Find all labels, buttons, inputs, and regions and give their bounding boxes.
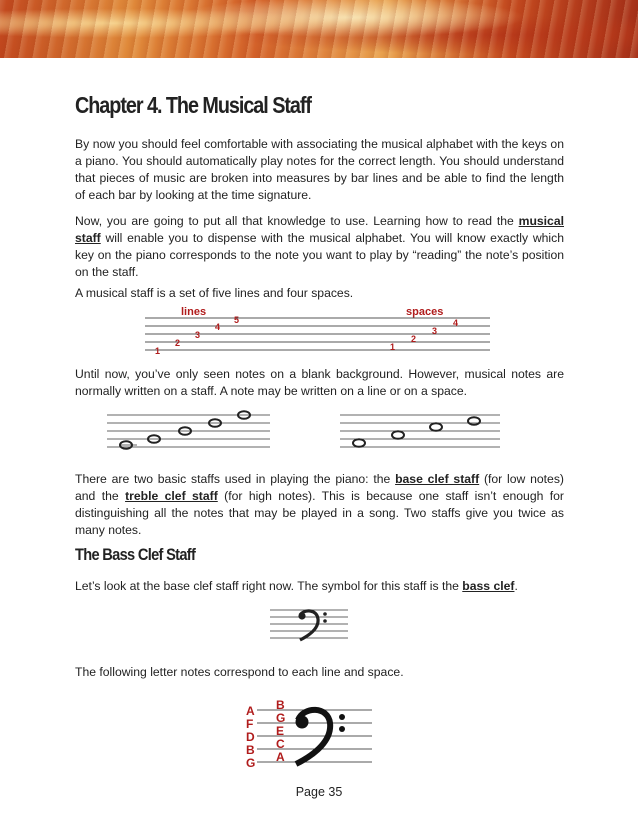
intro-paragraph-2	[75, 213, 564, 281]
space-number-1: 1	[390, 342, 396, 352]
line-number-4: 4	[215, 322, 221, 332]
whole-note	[392, 431, 404, 439]
line-letter-a: A	[246, 704, 255, 718]
notes-on-lines-staff	[107, 410, 270, 452]
space-letter-c: C	[276, 737, 285, 751]
bass-clef-paragraph	[75, 578, 564, 595]
space-letter-b: B	[276, 698, 285, 712]
banner-texture	[0, 0, 638, 58]
treble-clef-staff-term: treble clef staff	[125, 489, 218, 503]
header-banner	[0, 0, 638, 58]
staffs-paragraph	[75, 471, 564, 539]
staffs-text-after: (for high notes). This is because one staff isn’t enough for distinguishing all the notes that may be played in a song. Two staffs give you twice as many notes.	[75, 489, 564, 537]
bass-clef-icon	[298, 611, 326, 640]
spaces-label: spaces	[406, 306, 444, 318]
bass-p1-text-before: Let’s look at the base clef staff right now. The symbol for this staff is the	[75, 579, 463, 593]
space-letter-e: E	[276, 724, 285, 738]
bass-clef-term: bass clef	[462, 579, 515, 593]
line-letter-f: F	[246, 717, 254, 731]
line-number-1: 1	[155, 346, 161, 356]
staffs-text-middle: (for low notes) and the	[75, 472, 564, 503]
bass-clef-icon	[296, 710, 346, 764]
bass-clef-letter-staff	[242, 698, 372, 768]
notes-on-spaces-staff	[340, 410, 500, 452]
bass-p1-text-after: .	[514, 579, 518, 593]
intro-paragraph-1: By now you should feel comfortable with associating the musical alphabet with the keys on a piano. You should automatically play notes for the correct length. You should understand that pieces of music are broken into measures by bar lines and be able to find the length of each bar by looking at the time signature.	[75, 137, 564, 202]
letters-paragraph: The following letter notes correspond to each line and space.	[75, 665, 404, 679]
whole-note	[353, 439, 365, 447]
chapter-title: Chapter 4. The Musical Staff	[75, 92, 312, 118]
bass-clef-staff-small	[270, 606, 348, 642]
space-letter-g: G	[276, 711, 286, 725]
space-number-4: 4	[453, 318, 459, 328]
whole-note	[468, 417, 480, 425]
staff-lines-spaces-diagram	[145, 302, 490, 358]
space-number-3: 3	[432, 326, 438, 336]
line-letter-d: D	[246, 730, 255, 744]
section-title: The Bass Clef Staff	[75, 545, 196, 564]
line-letter-b: B	[246, 743, 255, 757]
intro-paragraph-3: A musical staff is a set of five lines and four spaces.	[75, 286, 354, 300]
space-letter-a: A	[276, 750, 285, 764]
line-number-3: 3	[195, 330, 201, 340]
musical-staff-term: musical staff	[75, 214, 564, 245]
line-number-2: 2	[175, 338, 181, 348]
line-number-5: 5	[234, 315, 240, 325]
line-letter-g: G	[246, 756, 256, 770]
notes-paragraph: Until now, you’ve only seen notes on a blank background. However, musical notes are normally written on a staff. A note may be written on a line or on a space.	[75, 367, 564, 398]
intro-p2-text-before: Now, you are going to put all that knowledge to use. Learning how to read the	[75, 214, 519, 228]
staffs-text-before: There are two basic staffs used in playing the piano: the	[75, 472, 396, 486]
intro-p2-text-after: will enable you to dispense with the musical alphabet. You will know exactly which key on the piano corresponds to the note you want to play by “reading” the note’s position on the staff.	[75, 231, 564, 279]
whole-note	[430, 423, 442, 431]
space-number-2: 2	[411, 334, 417, 344]
page-number: Page 35	[295, 785, 343, 799]
base-clef-staff-term: base clef staff	[395, 472, 480, 486]
lines-label: lines	[181, 306, 207, 318]
